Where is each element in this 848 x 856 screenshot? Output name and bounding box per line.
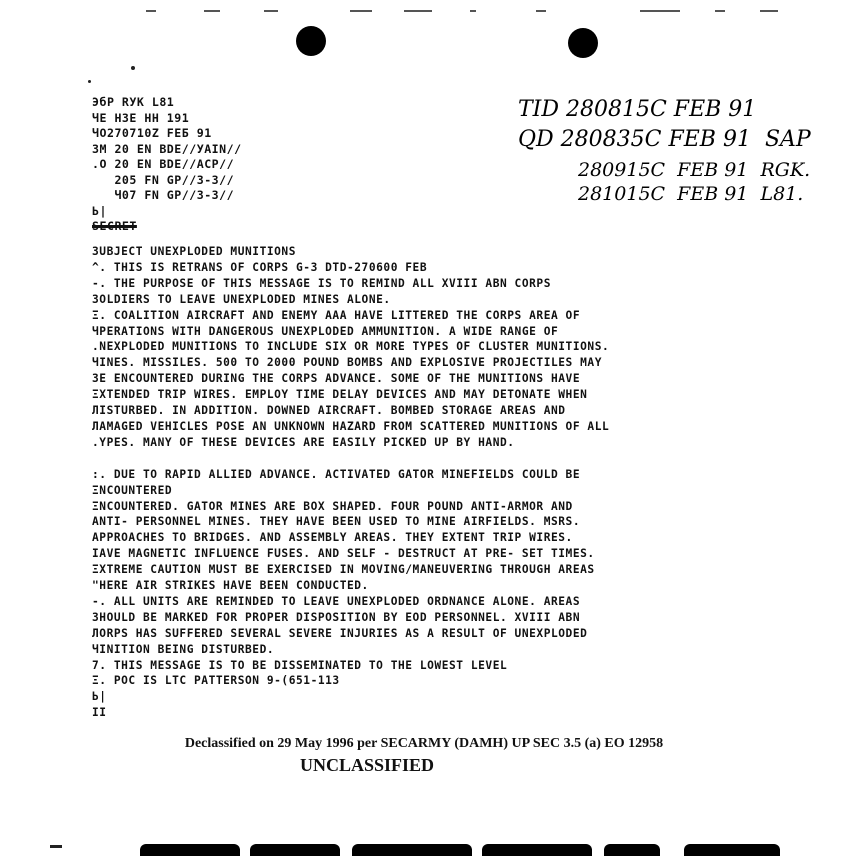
- scan-speck: [350, 10, 372, 12]
- header-line: Ч07 FN GP//3-3//: [92, 188, 235, 202]
- body-line: ΞXTENDED TRIP WIRES. EMPLOY TIME DELAY DEVICES AND MAY DETONATE WHEN: [92, 388, 588, 402]
- body-line: -. ALL UNITS ARE REMINDED TO LEAVE UNEXPLODED ORDNANCE ALONE. AREAS: [92, 594, 581, 608]
- body-line: Ь|: [92, 690, 107, 704]
- declassification-notice: Declassified on 29 May 1996 per SECARMY (DAMH) UP SEC 3.5 (a) EO 12958: [184, 736, 664, 751]
- scan-blot: [250, 844, 340, 856]
- message-body: [92, 244, 609, 721]
- scan-speck: [50, 845, 62, 848]
- header-line: 205 FN GP//3-3//: [92, 172, 235, 187]
- body-line: 7. THIS MESSAGE IS TO BE DISSEMINATED TO THE LOWEST LEVEL: [92, 658, 508, 672]
- scan-blot: [140, 844, 240, 856]
- handwritten-line: 280915C FEB 91 RGK.: [578, 159, 811, 181]
- header-line: ЧО270710Z FEБ 91: [92, 126, 212, 140]
- body-line: .YPES. MANY OF THESE DEVICES ARE EASILY PICKED UP BY HAND.: [92, 435, 515, 449]
- scan-blot: [604, 844, 660, 856]
- body-line: ΞNCOUNTERED. GATOR MINES ARE BOX SHAPED. FOUR POUND ANTI-ARMOR AND: [92, 499, 573, 513]
- body-line: APPROACHES TO BRIDGES. AND ASSEMBLY AREAS. THEY EXTENT TRIP WIRES.: [92, 531, 573, 545]
- body-line: ΙAVE MAGNETIC INFLUENCE FUSES. AND SELF - DESTRUCT AT PRE- SET TIMES.: [92, 547, 595, 561]
- punch-hole: [568, 28, 598, 58]
- body-line: ЧINITION BEING DISTURBED.: [92, 642, 275, 656]
- message-header: [92, 95, 242, 235]
- body-line: "HERE AIR STRIKES HAVE BEEN CONDUCTED.: [92, 579, 369, 593]
- scan-blot: [482, 844, 592, 856]
- scan-speck: [264, 10, 278, 12]
- scan-speck: [204, 10, 220, 12]
- body-line: ^. THIS IS RETRANS OF CORPS G-3 DTD-270600 FEB: [92, 260, 428, 274]
- body-line: ЧINES. MISSILES. 500 TO 2000 POUND BOMBS AND EXPLOSIVE PROJECTILES MAY: [92, 356, 602, 370]
- header-line: Ь|: [92, 203, 107, 218]
- body-line: .NEXPLODED MUNITIONS TO INCLUDE SIX OR MORE TYPES OF CLUSTER MUNITIONS.: [92, 340, 610, 354]
- scan-speck: [88, 80, 91, 83]
- scan-speck: [404, 10, 432, 12]
- body-line: ΞXTREME CAUTION MUST BE EXERCISED IN MOVING/MANEUVERING THROUGH AREAS: [92, 563, 595, 577]
- body-line: -. THE PURPOSE OF THIS MESSAGE IS TO REMIND ALL XVIII ABN CORPS: [92, 276, 551, 290]
- body-line: ЗOLDIERS TO LEAVE UNEXPLODED MINES ALONE.: [92, 292, 391, 306]
- punch-hole: [296, 26, 326, 56]
- body-line: ЛORPS HAS SUFFERED SEVERAL SEVERE INJURIES AS A RESULT OF UNEXPLODED: [92, 626, 588, 640]
- body-line: ANTI- PERSONNEL MINES. THEY HAVE BEEN USED TO MINE AIRFIELDS. MSRS.: [92, 515, 581, 529]
- header-line: .О 20 ЕN ВDЕ//АСР//: [92, 157, 235, 171]
- body-line: Ξ. POC IS LTC PATTERSON 9-(651-113: [92, 674, 340, 688]
- classification-marking: UNCLASSIFIED: [300, 755, 435, 775]
- scan-speck: [470, 10, 476, 12]
- body-line: ЧPERATIONS WITH DANGEROUS UNEXPLODED AMMUNITION. A WIDE RANGE OF: [92, 324, 559, 338]
- scan-speck: [131, 66, 135, 70]
- body-line: ЗE ENCOUNTERED DURING THE CORPS ADVANCE. SOME OF THE MUNITIONS HAVE: [92, 372, 581, 386]
- body-line: Ξ. COALITION AIRCRAFT AND ENEMY AAA HAVE LITTERED THE CORPS AREA OF: [92, 308, 581, 322]
- body-line: ЗHOULD BE MARKED FOR PROPER DISPOSITION BY EOD PERSONNEL. XVIII ABN: [92, 610, 581, 624]
- handwritten-line: 281015C FEB 91 L81.: [578, 183, 804, 205]
- scan-blot: [352, 844, 472, 856]
- handwritten-line: QD 280835C FEB 91 SAP: [518, 127, 811, 152]
- scan-blot: [684, 844, 780, 856]
- scan-speck: [760, 10, 778, 12]
- scan-speck: [640, 10, 680, 12]
- body-line: :. DUE TO RAPID ALLIED ADVANCE. ACTIVATED GATOR MINEFIELDS COULD BE: [92, 467, 581, 481]
- body-line: [92, 451, 609, 467]
- header-line: ЗМ 20 ЕN ВDЕ//УАІN//: [92, 141, 242, 156]
- scan-speck: [715, 10, 725, 12]
- header-line: ЧЕ НЗЕ НН 191: [92, 110, 190, 125]
- body-line: ЗUBJECT UNEXPLODED MUNITIONS: [92, 245, 296, 258]
- body-line: ΞNCOUNTERED: [92, 483, 173, 497]
- body-line: ΙΙ: [92, 706, 107, 720]
- scan-speck: [536, 10, 546, 12]
- scan-speck: [146, 10, 156, 12]
- body-line: ЛAMAGED VEHICLES POSE AN UNKNOWN HAZARD FROM SCATTERED MUNITIONS OF ALL: [92, 419, 610, 433]
- classification-struck: SECRET: [92, 219, 137, 233]
- handwritten-line: TID 280815C FEB 91: [518, 97, 757, 122]
- body-line: ЛISTURBED. IN ADDITION. DOWNED AIRCRAFT. BOMBED STORAGE AREAS AND: [92, 404, 566, 418]
- header-line: ЭбР RУК L81: [92, 95, 175, 109]
